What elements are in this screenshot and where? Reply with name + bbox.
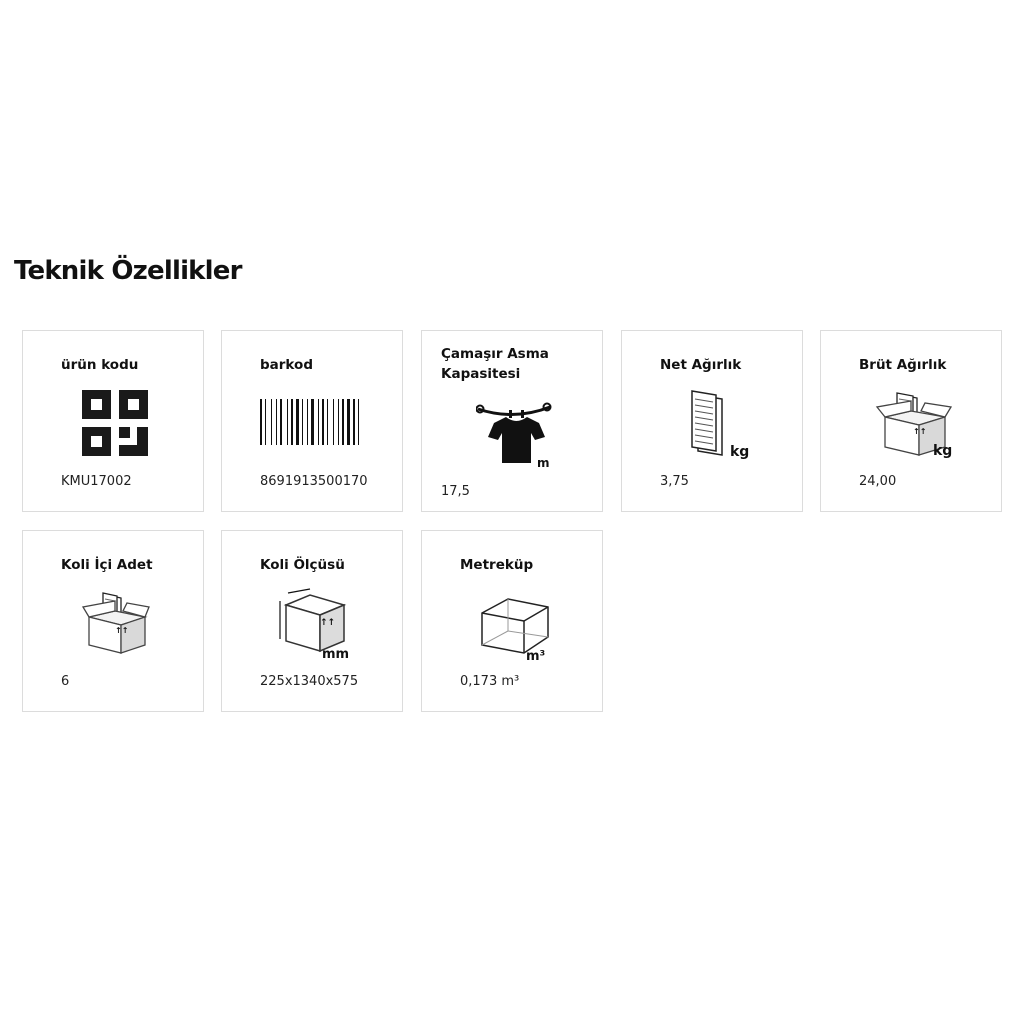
spec-value: 0,173 m³ xyxy=(460,674,520,689)
spec-card-product-code xyxy=(22,330,204,512)
unit-label: kg xyxy=(933,443,953,459)
spec-card-gross-weight xyxy=(820,330,1002,512)
unit-label: mm xyxy=(322,647,350,661)
box-quantity-icon xyxy=(81,587,151,657)
arrow-up-icon: ↑↑ xyxy=(320,618,336,628)
qr-code-icon xyxy=(80,388,150,458)
unit-label: m³ xyxy=(526,649,546,661)
arrow-up-icon: ↑↑ xyxy=(115,626,129,635)
spec-card-box-quantity xyxy=(22,530,204,712)
section-title: Teknik Özellikler xyxy=(14,256,242,286)
box-dimension-icon xyxy=(274,587,354,661)
spec-value: KMU17002 xyxy=(61,474,132,489)
gross-weight-box-icon xyxy=(875,389,955,461)
spec-value: 24,00 xyxy=(859,474,897,489)
spec-value: 8691913500170 xyxy=(260,474,368,489)
spec-label: Brüt Ağırlık xyxy=(859,357,947,373)
spec-card-laundry-capacity xyxy=(421,330,603,512)
cube-volume-icon xyxy=(478,593,554,661)
spec-value: 17,5 xyxy=(441,484,470,499)
spec-card-cubic-meter xyxy=(421,530,603,712)
unit-label: kg xyxy=(730,444,750,460)
spec-label: Net Ağırlık xyxy=(660,357,742,373)
spec-label: Metreküp xyxy=(460,557,534,573)
spec-card-barcode xyxy=(221,330,403,512)
spec-card-box-dimensions xyxy=(221,530,403,712)
spec-value: 3,75 xyxy=(660,474,689,489)
spec-value: 6 xyxy=(61,674,70,689)
spec-label: ürün kodu xyxy=(61,357,139,373)
spec-label: Koli İçi Adet xyxy=(61,557,153,573)
arrow-up-icon: ↑↑ xyxy=(913,427,927,436)
spec-value: 225x1340x575 xyxy=(260,674,359,689)
spec-label: Çamaşır Asma Kapasitesi xyxy=(441,346,549,382)
unit-label: m xyxy=(537,456,550,469)
barcode-icon xyxy=(260,399,368,445)
weight-product-icon xyxy=(688,389,754,461)
spec-card-net-weight xyxy=(621,330,803,512)
laundry-line-icon xyxy=(476,397,556,469)
spec-label: barkod xyxy=(260,357,313,373)
spec-label: Koli Ölçüsü xyxy=(260,557,345,573)
